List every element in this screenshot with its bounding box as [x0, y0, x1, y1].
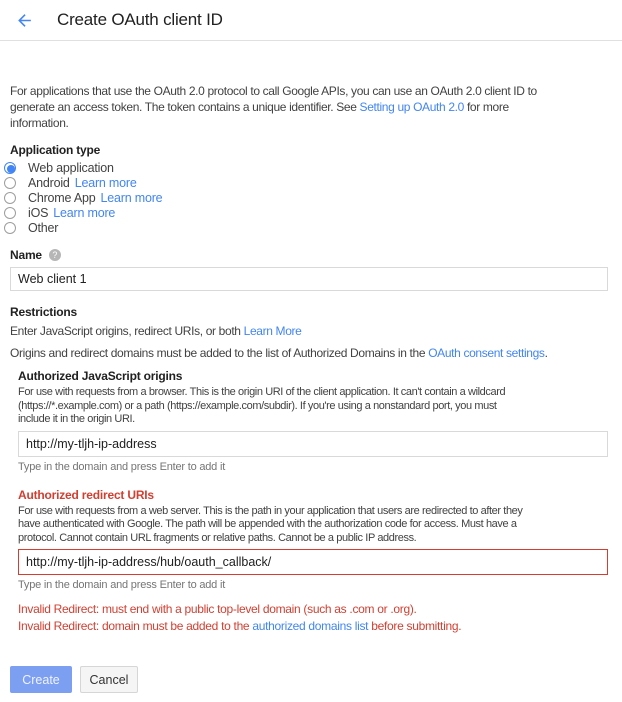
radio-icon[interactable] [4, 177, 16, 189]
validation-errors [18, 601, 608, 635]
authorized-js-origins-section [18, 369, 608, 474]
action-buttons [10, 666, 608, 693]
setting-up-oauth-link[interactable]: Setting up OAuth 2.0 [359, 100, 464, 114]
radio-icon[interactable] [4, 222, 16, 234]
page-header [0, 0, 622, 41]
learn-more-link[interactable]: Learn more [100, 190, 163, 205]
restrictions-heading: Restrictions [10, 305, 77, 319]
intro-line: For applications that use the OAuth 2.0 protocol to call Google APIs, you can use an OAuth 2.0 client ID to [10, 84, 537, 98]
radio-icon[interactable] [4, 192, 16, 204]
radio-option-web-application[interactable]: Web application [4, 160, 608, 175]
js-origins-helper-text: Type in the domain and press Enter to add it [18, 460, 226, 473]
error-message: Invalid Redirect: must end with a public top-level domain (such as .com or .org). [18, 602, 417, 616]
redirect-uris-input[interactable] [18, 549, 608, 575]
authorized-domains-list-link[interactable]: authorized domains list [252, 619, 369, 633]
create-button[interactable]: Create [10, 666, 72, 693]
authorized-redirect-uris-section [18, 488, 608, 636]
page-title: Create OAuth client ID [57, 10, 223, 29]
application-type-section [10, 143, 608, 235]
oauth-consent-settings-link[interactable]: OAuth consent settings [428, 346, 545, 360]
redirect-uris-helper-text: Type in the domain and press Enter to add it [18, 579, 226, 591]
learn-more-link[interactable]: Learn more [74, 175, 137, 190]
learn-more-link[interactable]: Learn more [53, 205, 116, 220]
form-content [0, 83, 622, 693]
error-message: Invalid Redirect: domain must be added to the authorized domains list before submitting. [18, 619, 462, 633]
js-origins-heading: Authorized JavaScript origins [18, 369, 183, 383]
radio-icon[interactable] [4, 207, 16, 219]
application-type-label: Application type [10, 143, 101, 157]
name-input[interactable] [10, 267, 608, 291]
intro-paragraph [10, 83, 608, 131]
help-icon[interactable]: ? [49, 249, 61, 261]
back-button[interactable] [12, 8, 36, 32]
name-label: Name [10, 248, 42, 262]
radio-option-other[interactable]: Other [4, 220, 608, 235]
restrictions-section [10, 305, 608, 361]
intro-line: generate an access token. The token contains a unique identifier. See Setting up OAuth 2.0 for more [10, 100, 509, 114]
name-section [10, 248, 608, 291]
application-type-options [4, 160, 608, 235]
back-arrow-icon [15, 11, 34, 30]
restrictions-line: Enter JavaScript origins, redirect URIs, or both Learn More [10, 324, 302, 338]
js-origins-description: For use with requests from a browser. This is the origin URI of the client application. It can't contain a wildcard (https://*.example.com) or a path (https://example.com/subdir). If you're using a nonstandard port, you must include it in the origin URI. [18, 386, 506, 425]
redirect-uris-heading: Authorized redirect URIs [18, 487, 154, 502]
cancel-button[interactable]: Cancel [80, 666, 138, 693]
intro-line: information. [10, 116, 69, 130]
radio-option-ios[interactable]: iOS Learn more [4, 205, 608, 220]
radio-option-android[interactable]: Android Learn more [4, 175, 608, 190]
redirect-uris-description: For use with requests from a web server. This is the path in your application that users are redirected to after they have authenticated with Google. The path will be appended with the authorization code for access. Must have a protocol. Cannot contain URL fragments or relative paths. Cannot be a public IP address. [18, 504, 523, 544]
restrictions-line: Origins and redirect domains must be added to the list of Authorized Domains in the OAuth consent settings. [10, 346, 548, 360]
learn-more-link[interactable]: Learn More [243, 324, 302, 338]
js-origins-input[interactable] [18, 431, 608, 457]
radio-icon[interactable] [4, 162, 16, 174]
radio-option-chrome-app[interactable]: Chrome App Learn more [4, 190, 608, 205]
